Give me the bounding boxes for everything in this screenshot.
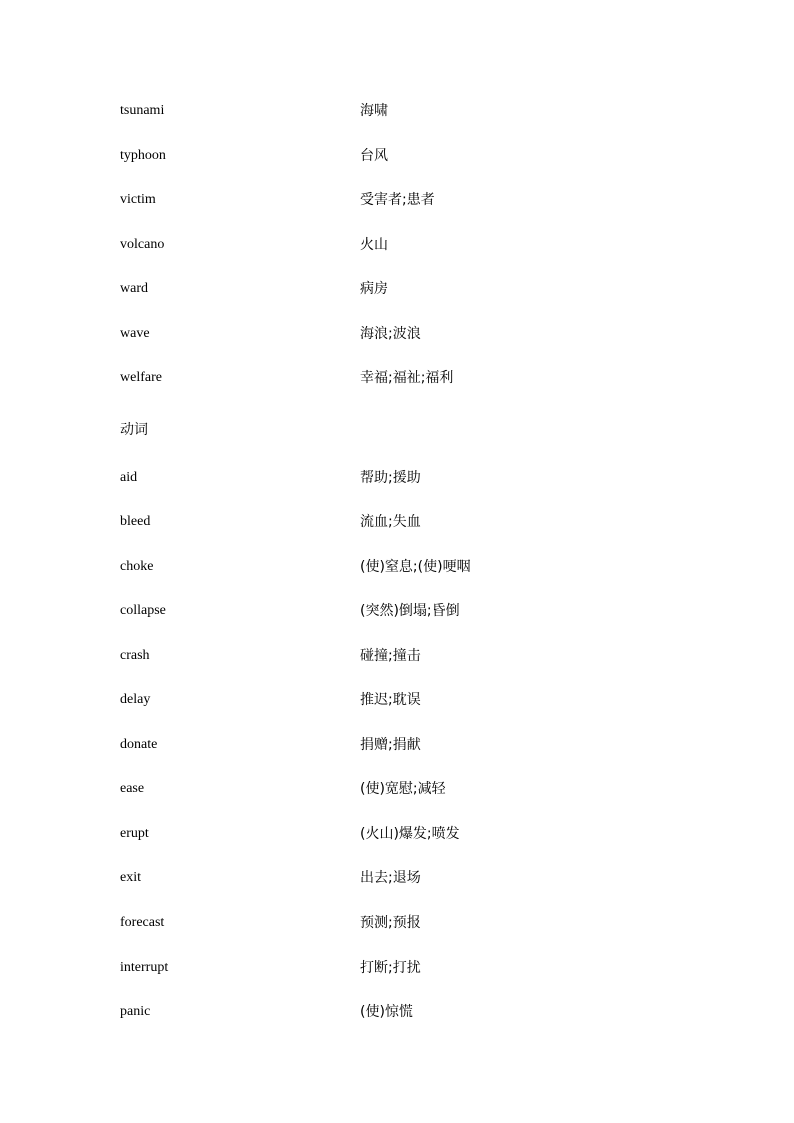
english-word: wave bbox=[120, 326, 150, 341]
chinese-meaning: (突然)倒塌;昏倒 bbox=[360, 603, 460, 619]
english-word: choke bbox=[120, 559, 154, 574]
english-word: crash bbox=[120, 648, 150, 663]
chinese-meaning: 预测;预报 bbox=[360, 915, 421, 931]
vocab-row bbox=[0, 233, 794, 257]
vocab-row bbox=[0, 322, 794, 346]
chinese-meaning: 出去;退场 bbox=[360, 870, 421, 886]
english-word: donate bbox=[120, 737, 158, 752]
english-word: welfare bbox=[120, 370, 162, 385]
vocab-row bbox=[0, 144, 794, 168]
vocab-row bbox=[0, 277, 794, 301]
chinese-meaning: 碰撞;撞击 bbox=[360, 648, 421, 664]
vocab-row bbox=[0, 777, 794, 801]
chinese-meaning: (使)窒息;(使)哽咽 bbox=[360, 559, 471, 575]
section-heading-verbs: 动词 bbox=[120, 422, 148, 438]
chinese-meaning: (使)惊慌 bbox=[360, 1004, 413, 1020]
vocab-row bbox=[0, 688, 794, 712]
vocab-row bbox=[0, 866, 794, 890]
vocab-row bbox=[0, 644, 794, 668]
vocab-row bbox=[0, 822, 794, 846]
english-word: typhoon bbox=[120, 148, 166, 163]
english-word: interrupt bbox=[120, 960, 169, 975]
chinese-meaning: 海浪;波浪 bbox=[360, 326, 421, 342]
vocab-row bbox=[0, 911, 794, 935]
english-word: exit bbox=[120, 870, 141, 885]
vocab-row bbox=[0, 1000, 794, 1024]
vocab-row bbox=[0, 956, 794, 980]
chinese-meaning: 受害者;患者 bbox=[360, 192, 435, 208]
chinese-meaning: (火山)爆发;喷发 bbox=[360, 826, 460, 842]
chinese-meaning: 海啸 bbox=[360, 103, 388, 119]
chinese-meaning: 推迟;耽误 bbox=[360, 692, 421, 708]
vocab-row bbox=[0, 188, 794, 212]
vocab-row bbox=[0, 555, 794, 579]
vocab-row bbox=[0, 510, 794, 534]
english-word: ease bbox=[120, 781, 145, 796]
english-word: victim bbox=[120, 192, 156, 207]
english-word: forecast bbox=[120, 915, 165, 930]
english-word: panic bbox=[120, 1004, 151, 1019]
vocab-row bbox=[0, 733, 794, 757]
chinese-meaning: 火山 bbox=[360, 237, 388, 253]
english-word: collapse bbox=[120, 603, 166, 618]
chinese-meaning: (使)宽慰;减轻 bbox=[360, 781, 446, 797]
vocab-row bbox=[0, 99, 794, 123]
english-word: aid bbox=[120, 470, 138, 485]
chinese-meaning: 幸福;福祉;福利 bbox=[360, 370, 454, 386]
english-word: erupt bbox=[120, 826, 149, 841]
english-word: tsunami bbox=[120, 103, 165, 118]
english-word: bleed bbox=[120, 514, 151, 529]
english-word: volcano bbox=[120, 237, 165, 252]
vocab-row bbox=[0, 466, 794, 490]
english-word: delay bbox=[120, 692, 151, 707]
chinese-meaning: 台风 bbox=[360, 148, 388, 164]
english-word: ward bbox=[120, 281, 148, 296]
chinese-meaning: 打断;打扰 bbox=[360, 960, 421, 976]
vocab-row bbox=[0, 599, 794, 623]
chinese-meaning: 流血;失血 bbox=[360, 514, 421, 530]
chinese-meaning: 病房 bbox=[360, 281, 388, 297]
chinese-meaning: 帮助;援助 bbox=[360, 470, 421, 486]
vocab-row bbox=[0, 366, 794, 390]
chinese-meaning: 捐赠;捐献 bbox=[360, 737, 421, 753]
